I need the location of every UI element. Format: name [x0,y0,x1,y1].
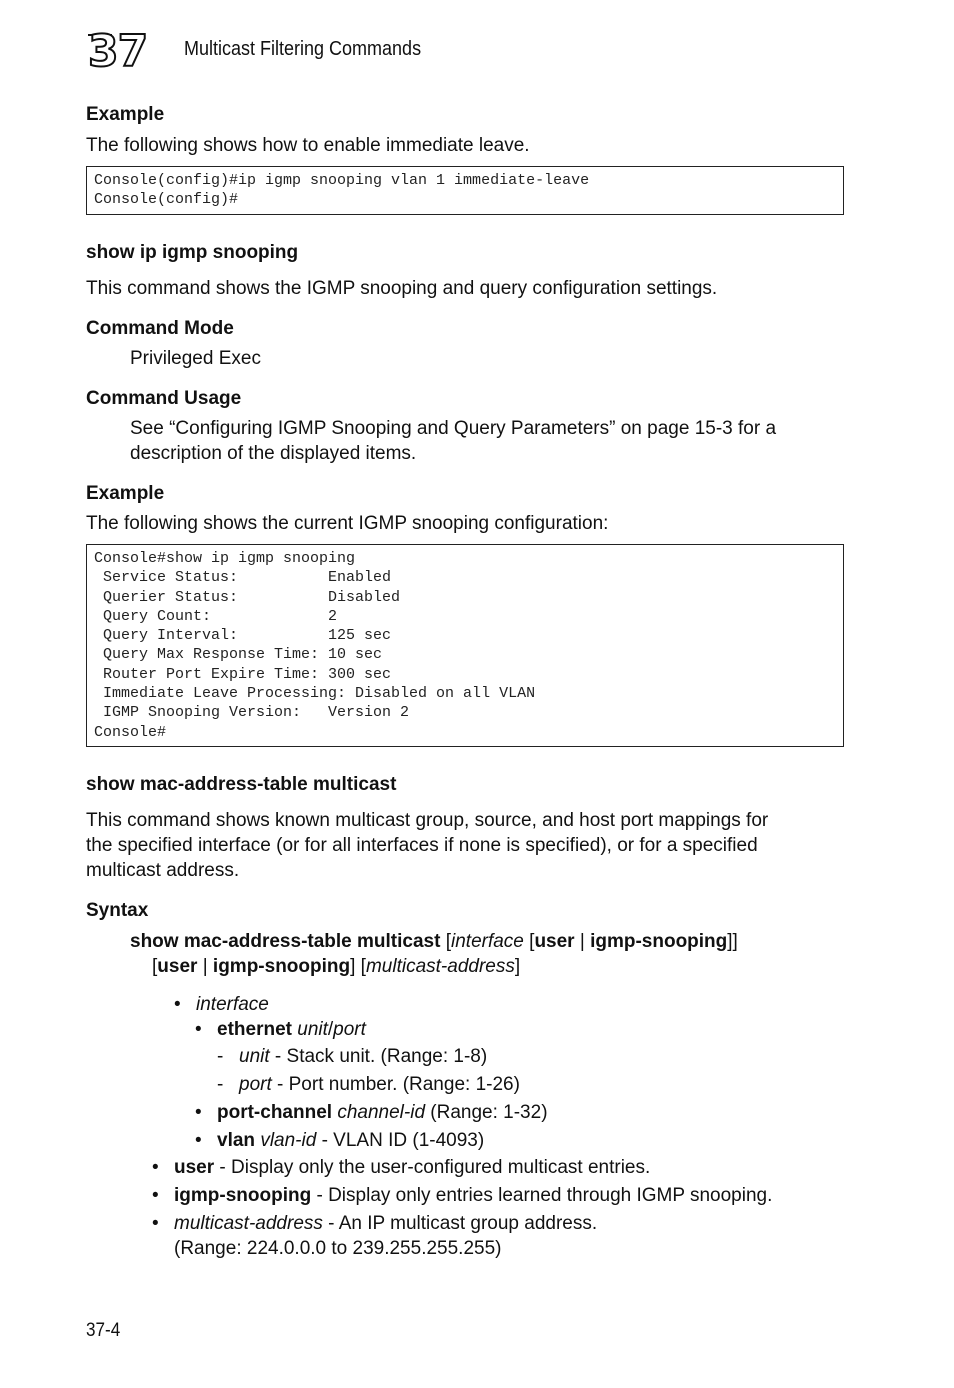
syntax-pipe: | [197,956,213,977]
sub-item-port [217,1072,520,1097]
example-heading-1: Example [86,104,165,125]
chapter-number: 37 [88,26,148,77]
syntax-pipe: | [574,931,591,952]
unit-desc: - Stack unit. (Range: 1-8) [269,1046,488,1067]
bullet-vlan [195,1128,485,1153]
user-desc: - Display only the user-configured multicast entries. [214,1157,651,1178]
code-line: Router Port Expire Time: 300 sec [94,665,392,683]
vlan-desc: - VLAN ID (1-4093) [316,1130,485,1151]
code-line: Querier Status: Disabled [94,588,401,606]
syntax-bracket: ]] [727,931,738,952]
bullet-dot: • [152,1213,159,1234]
syntax-bracket: ] [ [350,956,366,977]
syntax-command: show mac-address-table multicast [130,931,441,952]
command-usage-line-2: description of the displayed items. [130,443,417,464]
port-arg: port [239,1074,272,1095]
bullet-user [152,1155,651,1180]
code-line: Immediate Leave Processing: Disabled on all VLAN [94,685,536,703]
example-intro-2: The following shows the current IGMP snooping configuration: [86,513,609,534]
code-block-show-ip-igmp-snooping [86,544,844,747]
code-line: Query Count: 2 [94,607,338,625]
command-usage-heading: Command Usage [86,388,242,409]
multicast-address-range: (Range: 224.0.0.0 to 239.255.255.255) [174,1238,502,1259]
bullet-dot: • [195,1102,202,1123]
example-intro-1: The following shows how to enable immediate leave. [86,135,530,156]
bullet-dot: • [174,994,181,1015]
syntax-heading: Syntax [86,900,149,921]
multicast-address-desc: - An IP multicast group address. [322,1213,598,1234]
description-line-2: the specified interface (or for all interfaces if none is specified), or for a specified [86,835,758,856]
bullet-interface-label: interface [196,994,269,1015]
igmp-snooping-keyword: igmp-snooping [174,1185,312,1206]
port-channel-keyword: port-channel [217,1102,333,1123]
syntax-user-kw-2: user [157,956,198,977]
syntax-multicast-address-arg: multicast-address [365,956,515,977]
dash-marker: - [217,1046,224,1067]
bullet-interface [174,992,269,1017]
code-block-immediate-leave [86,166,844,215]
channel-id-arg: channel-id [337,1102,426,1123]
syntax-bracket: [ [523,931,535,952]
syntax-user-kw: user [534,931,575,952]
code-line: Query Interval: 125 sec [94,627,392,645]
command-title-show-ip-igmp-snooping: show ip igmp snooping [86,242,299,263]
bullet-dot: • [152,1185,159,1206]
bullet-dot: • [195,1019,202,1040]
bullet-multicast-address [152,1211,598,1236]
code-line: Console(config)#ip igmp snooping vlan 1 immediate-leave [94,172,590,189]
description-line-1: This command shows known multicast group, source, and host port mappings for [86,810,769,831]
bullet-ethernet [195,1017,366,1042]
description-line-3: multicast address. [86,860,240,881]
syntax-igmp-kw: igmp-snooping [590,931,728,952]
multicast-address-arg: multicast-address [174,1213,323,1234]
ethernet-unit-arg: unit [297,1019,328,1040]
port-channel-desc: (Range: 1-32) [425,1102,548,1123]
sub-item-unit [217,1044,488,1069]
bullet-igmp-snooping [152,1183,773,1208]
dash-marker: - [217,1074,224,1095]
port-desc: - Port number. (Range: 1-26) [271,1074,520,1095]
bullet-dot: • [195,1130,202,1151]
user-keyword: user [174,1157,215,1178]
vlan-id-arg: vlan-id [260,1130,317,1151]
command-mode-heading: Command Mode [86,318,234,339]
code-line: Service Status: Enabled [94,569,392,587]
code-line: Console#show ip igmp snooping [94,550,356,567]
command-title-show-mac-address-table-multicast: show mac-address-table multicast [86,774,397,795]
slash: / [327,1019,334,1040]
bullet-port-channel [195,1100,548,1125]
code-line: Console(config)# [94,191,239,209]
igmp-snooping-desc: - Display only entries learned through IGMP snooping. [311,1185,773,1206]
syntax-line-2 [152,954,520,979]
syntax-interface-arg: interface [451,931,524,952]
code-line: Query Max Response Time: 10 sec [94,646,383,664]
ethernet-keyword: ethernet [217,1019,292,1040]
syntax-igmp-kw-2: igmp-snooping [212,956,351,977]
ethernet-port-arg: port [333,1019,366,1040]
vlan-keyword: vlan [217,1130,256,1151]
unit-arg: unit [239,1046,270,1067]
page-number: 37-4 [86,1320,121,1341]
syntax-line-1 [130,929,738,954]
command-usage-line-1: See “Configuring IGMP Snooping and Query Parameters” on page 15-3 for a [130,418,777,439]
syntax-bracket: [ [440,931,451,952]
code-line: Console# [94,723,167,741]
bullet-dot: • [152,1157,159,1178]
example-heading-2: Example [86,483,165,504]
running-title: Multicast Filtering Commands [184,38,422,60]
command-mode-value: Privileged Exec [130,348,261,369]
code-line: IGMP Snooping Version: Version 2 [94,704,410,722]
command-description: This command shows the IGMP snooping and query configuration settings. [86,278,718,299]
syntax-bracket: ] [514,956,521,977]
syntax-bracket: [ [152,956,158,977]
